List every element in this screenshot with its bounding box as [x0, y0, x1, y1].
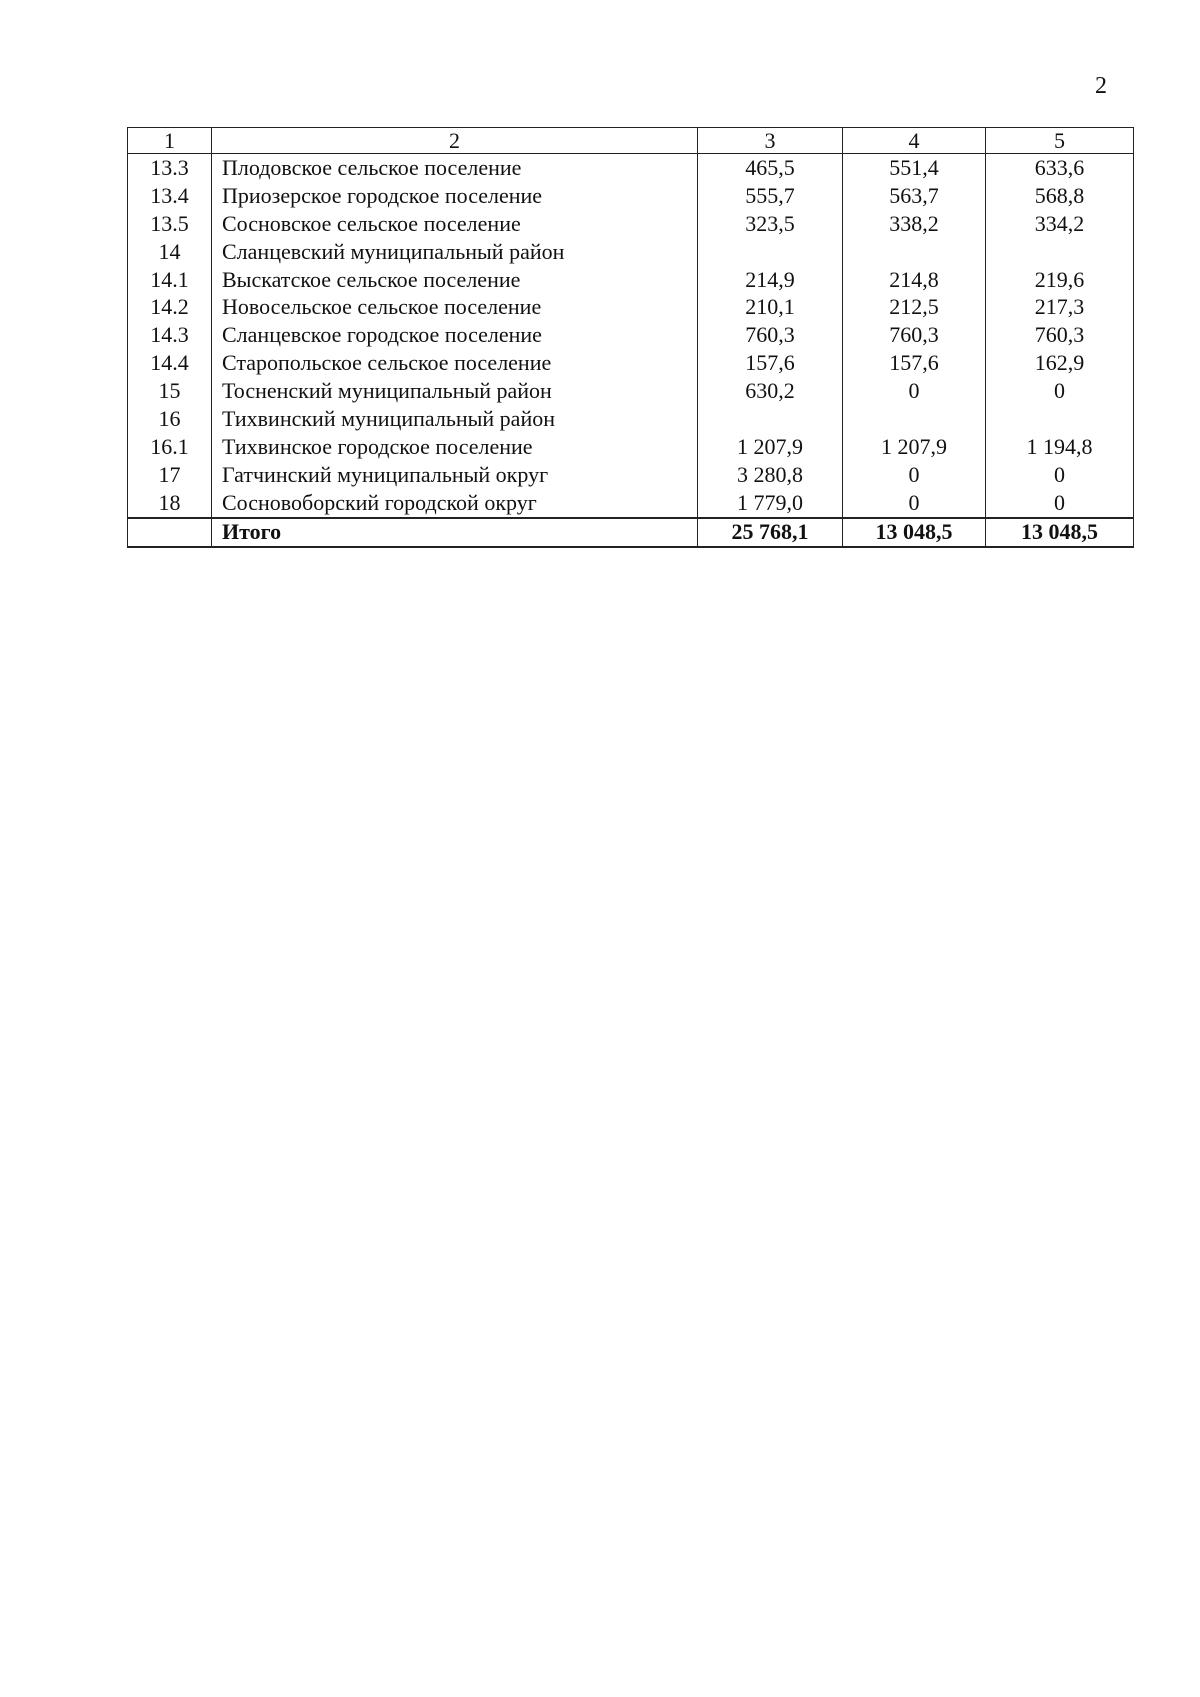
row-value-3: 465,5 [698, 154, 843, 182]
row-value-4: 563,7 [843, 182, 986, 210]
row-value-4: 760,3 [843, 321, 986, 349]
row-value-3 [698, 405, 843, 433]
row-value-5: 0 [986, 489, 1134, 518]
row-value-3: 1 779,0 [698, 489, 843, 518]
column-header-2: 2 [212, 128, 698, 154]
table-row [128, 210, 1134, 238]
table-header-row [128, 128, 1134, 154]
row-value-5: 0 [986, 377, 1134, 405]
row-name: Плодовское сельское поселение [212, 154, 698, 182]
row-number: 18 [128, 489, 212, 518]
row-number: 14.4 [128, 349, 212, 377]
row-value-4: 214,8 [843, 266, 986, 294]
row-value-5: 1 194,8 [986, 433, 1134, 461]
row-number: 14.1 [128, 266, 212, 294]
row-value-5: 0 [986, 461, 1134, 489]
table-row [128, 238, 1134, 266]
row-value-3: 3 280,8 [698, 461, 843, 489]
row-number: 16.1 [128, 433, 212, 461]
row-number: 16 [128, 405, 212, 433]
row-name: Новосельское сельское поселение [212, 293, 698, 321]
table-row [128, 405, 1134, 433]
row-value-4: 212,5 [843, 293, 986, 321]
row-value-3: 1 207,9 [698, 433, 843, 461]
row-value-5: 162,9 [986, 349, 1134, 377]
row-value-3: 157,6 [698, 349, 843, 377]
row-value-5: 633,6 [986, 154, 1134, 182]
row-number: 13.4 [128, 182, 212, 210]
table-row [128, 489, 1134, 518]
total-value-5: 13 048,5 [986, 518, 1134, 547]
table-row [128, 461, 1134, 489]
row-number: 14 [128, 238, 212, 266]
row-value-4: 551,4 [843, 154, 986, 182]
data-table [127, 127, 1134, 548]
row-number: 14.2 [128, 293, 212, 321]
row-number: 17 [128, 461, 212, 489]
table-row [128, 182, 1134, 210]
row-name: Приозерское городское поселение [212, 182, 698, 210]
row-name: Старопольское сельское поселение [212, 349, 698, 377]
row-value-3: 760,3 [698, 321, 843, 349]
column-header-1: 1 [128, 128, 212, 154]
row-value-5: 217,3 [986, 293, 1134, 321]
row-value-4: 1 207,9 [843, 433, 986, 461]
row-name: Сланцевское городское поселение [212, 321, 698, 349]
column-header-5: 5 [986, 128, 1134, 154]
row-value-5 [986, 238, 1134, 266]
row-name: Тихвинское городское поселение [212, 433, 698, 461]
table-row [128, 266, 1134, 294]
column-header-4: 4 [843, 128, 986, 154]
total-number [128, 518, 212, 547]
table-row [128, 349, 1134, 377]
row-value-4: 0 [843, 377, 986, 405]
row-name: Выскатское сельское поселение [212, 266, 698, 294]
row-value-4: 0 [843, 489, 986, 518]
table-row [128, 154, 1134, 182]
row-value-3: 630,2 [698, 377, 843, 405]
row-value-5: 219,6 [986, 266, 1134, 294]
column-header-3: 3 [698, 128, 843, 154]
row-name: Гатчинский муниципальный округ [212, 461, 698, 489]
table-row [128, 321, 1134, 349]
row-value-4: 157,6 [843, 349, 986, 377]
row-value-3: 210,1 [698, 293, 843, 321]
row-number: 13.5 [128, 210, 212, 238]
row-value-3 [698, 238, 843, 266]
row-value-5: 760,3 [986, 321, 1134, 349]
row-value-3: 323,5 [698, 210, 843, 238]
row-value-4: 338,2 [843, 210, 986, 238]
page-number: 2 [1095, 73, 1107, 99]
row-number: 14.3 [128, 321, 212, 349]
row-name: Сосновоборский городской округ [212, 489, 698, 518]
row-value-5: 568,8 [986, 182, 1134, 210]
total-label: Итого [212, 518, 698, 547]
table-row [128, 433, 1134, 461]
row-value-4: 0 [843, 461, 986, 489]
row-number: 15 [128, 377, 212, 405]
row-value-4 [843, 238, 986, 266]
row-number: 13.3 [128, 154, 212, 182]
row-value-4 [843, 405, 986, 433]
row-name: Сосновское сельское поселение [212, 210, 698, 238]
row-name: Тосненский муниципальный район [212, 377, 698, 405]
row-value-3: 214,9 [698, 266, 843, 294]
table-row [128, 377, 1134, 405]
total-row [128, 518, 1134, 547]
total-value-4: 13 048,5 [843, 518, 986, 547]
row-value-5: 334,2 [986, 210, 1134, 238]
table-row [128, 293, 1134, 321]
row-value-5 [986, 405, 1134, 433]
total-value-3: 25 768,1 [698, 518, 843, 547]
row-name: Сланцевский муниципальный район [212, 238, 698, 266]
row-name: Тихвинский муниципальный район [212, 405, 698, 433]
row-value-3: 555,7 [698, 182, 843, 210]
